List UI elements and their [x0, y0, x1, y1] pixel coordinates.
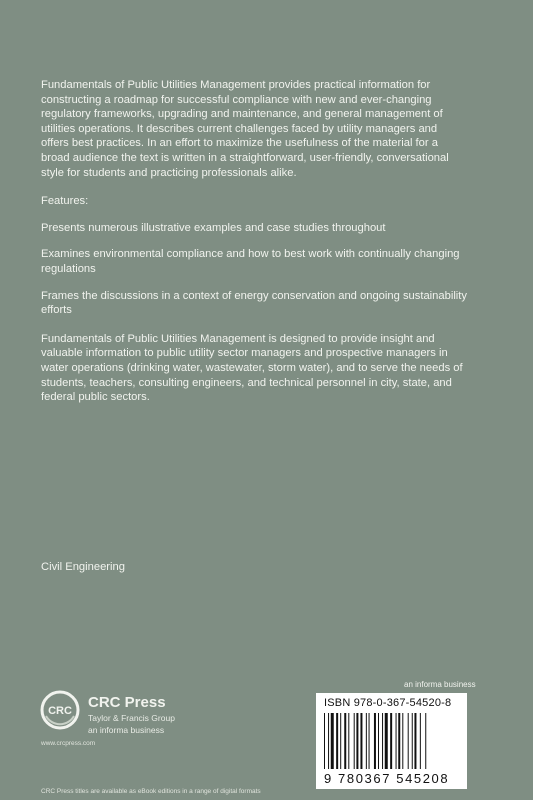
back-cover-blurb: [41, 78, 467, 419]
subject-category: Civil Engineering: [41, 561, 125, 573]
publisher-block: [88, 694, 175, 735]
footer-note: CRC Press titles are available as eBook editions in a range of digital formats: [41, 788, 261, 795]
isbn-text: ISBN 978-0-367-54520-8: [324, 697, 452, 709]
closing-paragraph: Fundamentals of Public Utilities Management is designed to provide insight and valuable information to public utility sector managers and prospective managers in water operations (drinking water, wastewater, storm water), and to serve the needs of students, teachers, consulting engineers, and technical personnel in city, state, and federal public sectors.: [41, 332, 463, 404]
barcode-number: 9 780367 545208: [324, 771, 450, 786]
features-heading: Features:: [41, 195, 89, 208]
feature-item: Presents numerous illustrative examples and case studies throughout: [41, 221, 386, 234]
feature-item: Examines environmental compliance and how to best work with continually changing regulations: [41, 248, 460, 275]
publisher-subline-2: an informa business: [88, 725, 165, 735]
barcode-icon: [324, 713, 459, 769]
feature-item: Frames the discussions in a context of energy conservation and ongoing sustainability efforts: [41, 289, 467, 317]
barcode-block: [316, 693, 467, 789]
publisher-subline-1: Taylor & Francis Group: [88, 713, 175, 723]
intro-paragraph: Fundamentals of Public Utilities Management provides practical information for constructing a roadmap for successful compliance with new and ever-changing regulatory frameworks, upgrading and maintenance, and general management of utilities operations. It describes current challenges faced by utility managers and offers best practices. In an effort to maximize the usefulness of the material for a broad audience the text is written in a straightforward, user-friendly, conversational style for students and practicing professionals alike.: [41, 79, 449, 179]
publisher-name: CRC Press: [88, 694, 166, 711]
crc-logo-text: CRC: [48, 705, 72, 717]
informa-tag: an informa business: [404, 680, 476, 689]
crc-press-logo-icon: [40, 690, 80, 730]
publisher-url: www.crcpress.com: [41, 740, 96, 747]
